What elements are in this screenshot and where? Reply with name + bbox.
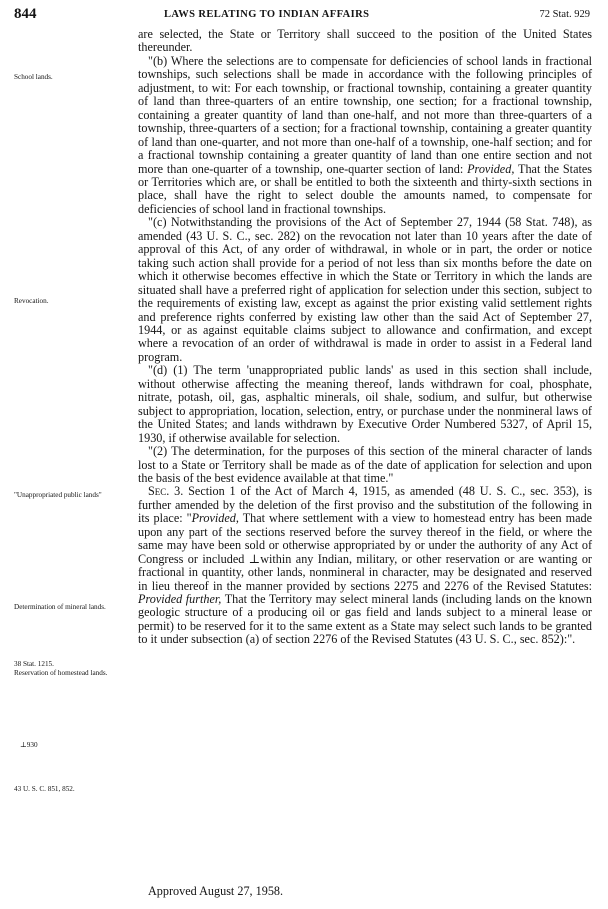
paragraph-d2: "(2) The determination, for the purposes of this section of the mineral character of lands lost to a State or Territory shall be made as of the date of application for selection and upon the basis of the best evidence available at that time." — [138, 444, 592, 485]
running-title: LAWS RELATING TO INDIAN AFFAIRS — [164, 9, 370, 20]
proviso-label: Provided, — [467, 161, 515, 176]
page-number: 844 — [14, 6, 37, 22]
section-3-text-b: That where settlement with a view to homestead entry has been made upon any part of the sections reserved before the survey thereof in the field, or where the same may have been sold or otherwise appropriated by or under the authority of any Act of Congress or included ⊥within any Indian, military, or other reservation or are wanting or fractional in quantity, other lands, nonmineral in character, may be designated and reserved in lieu thereof in the manner provided by sections 2275 and 2276 of the Revised Statutes: — [138, 511, 593, 593]
margin-note-usc: 43 U. S. C. 851, 852. — [14, 785, 75, 793]
paragraph-c: "(c) Notwithstanding the provisions of the Act of September 27, 1944 (58 Stat. 748), as amended (43 U. S. C., sec. 282) on the revocation not later than 10 years after the date of approval of this Act, of any order of withdrawal, in whole or in part, the order or notice taking such action shall provide for a period of not less than six months before the date on which it otherwise becomes effective in which the State or Territory in which the lands are situated shall have a preferred right of application for selection under this section, subject to the requirements of existing law, except as against the prior existing valid settlement rights and preference rights conferred by existing law other than the said Act of September 27, 1944, or as against equitable claims subject to allowance and confirmation, and except where a revocation of an order of withdrawal is made in order to assist in a Federal land program. — [138, 215, 592, 364]
paragraph-b-text: "(b) Where the selections are to compensate for deficiencies of school lands in fractional townships, such selections shall be made in accordance with the following principles of adjustment, to wit: For each township, or fractional township, containing a greater quantity of land than three-quarters of an entire township, one section; for a fractional township, containing a greater quantity of land than one-half, and not more than three-quarters of a township, three-quarters of a section; for a fractional township, containing a greater quantity of land than one-quarter, and not more than one-half of a township, one-half section; and for a fractional township containing a greater quantity of land than one entire section and not more than one-quarter of a township, one-quarter section of land: — [138, 53, 592, 176]
statute-reference: 72 Stat. 929 — [539, 9, 590, 20]
statute-body — [138, 28, 592, 647]
margin-note-school-lands: School lands. — [14, 73, 53, 81]
paragraph-b — [138, 55, 592, 216]
section-3 — [138, 485, 592, 646]
approval-line: Approved August 27, 1958. — [148, 884, 284, 898]
section-3-text-c: That the Territory may select mineral lands (including lands on the known geologic structure of a producing oil or gas field and lands subject to a mineral lease or permit) to be reserved for it to the same extent as a State may select such lands to be granted to it under subsection (a) of section 2276 of the Revised Statutes (43 U. S. C., sec. 852):". — [138, 592, 593, 647]
section-label: Sec. 3. — [148, 484, 184, 499]
running-head — [14, 6, 594, 28]
margin-note-page-break: ⊥930 — [20, 741, 38, 749]
paragraph-b-tail: That the States or Territories which are, or shall be entitled to both the sixteenth and thirty-sixth sections in place, shall have the right to select double the amounts named, to compensate for deficiencies of school land in fractional townships. — [138, 161, 593, 216]
margin-note-revocation: Revocation. — [14, 297, 49, 305]
margin-note-unappropriated: "Unappropriated public lands" — [14, 491, 102, 499]
section-3-text-a: Section 1 of the Act of March 4, 1915, as amended (48 U. S. C., sec. 353), is further amended by the deletion of the first proviso and the substitution of the following in its place: " — [138, 484, 593, 526]
paragraph-d1: "(d) (1) The term 'unappropriated public lands' as used in this section shall include, without otherwise affecting the meaning thereof, lands withdrawn for coal, phosphate, nitrate, potash, oil, gas, asphaltic minerals, oil shale, sodium, and sulfur, but otherwise subject to appropriation, location, selection, entry, or purchase under the nonmineral laws of the United States; and lands withdrawn by Executive Order Numbered 5327, of April 15, 1930, if otherwise available for selection. — [138, 363, 592, 445]
margin-note-homestead: Reservation of homestead lands. — [14, 669, 108, 677]
margin-note-determination: Determination of mineral lands. — [14, 603, 106, 611]
paragraph-continuation: are selected, the State or Territory shall succeed to the position of the United States thereunder. — [138, 27, 592, 55]
proviso-label: Provided, — [191, 511, 239, 526]
margin-note-38-stat: 38 Stat. 1215. — [14, 660, 54, 668]
proviso-further-label: Provided further, — [138, 592, 222, 607]
